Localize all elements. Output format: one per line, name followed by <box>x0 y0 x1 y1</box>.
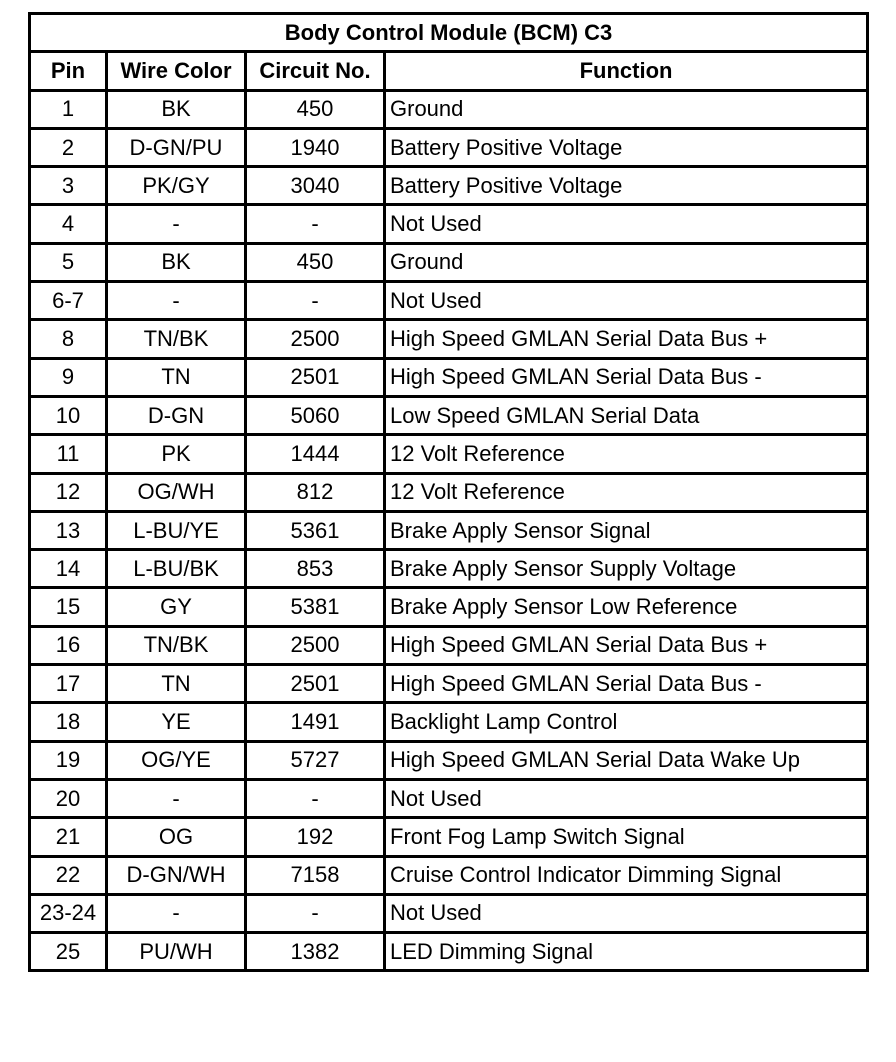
function-cell: 12 Volt Reference <box>385 473 868 511</box>
function-cell: Low Speed GMLAN Serial Data <box>385 396 868 434</box>
circuit-cell: 5361 <box>246 511 385 549</box>
wire-color-cell: TN <box>107 665 246 703</box>
header-function: Function <box>385 52 868 90</box>
circuit-cell: - <box>246 282 385 320</box>
pin-cell: 16 <box>30 626 107 664</box>
wire-color-cell: TN/BK <box>107 626 246 664</box>
wire-color-cell: D-GN/PU <box>107 128 246 166</box>
circuit-cell: 1940 <box>246 128 385 166</box>
circuit-cell: 450 <box>246 90 385 128</box>
table-row <box>30 626 868 664</box>
pin-cell: 4 <box>30 205 107 243</box>
function-cell: High Speed GMLAN Serial Data Bus + <box>385 320 868 358</box>
pin-cell: 15 <box>30 588 107 626</box>
wire-color-cell: OG <box>107 818 246 856</box>
pin-cell: 8 <box>30 320 107 358</box>
pin-cell: 22 <box>30 856 107 894</box>
table-row <box>30 894 868 932</box>
circuit-cell: 450 <box>246 243 385 281</box>
circuit-cell: 1444 <box>246 435 385 473</box>
pin-cell: 10 <box>30 396 107 434</box>
wire-color-cell: PK <box>107 435 246 473</box>
header-circuit-number: Circuit No. <box>246 52 385 90</box>
circuit-cell: - <box>246 205 385 243</box>
circuit-cell: 5727 <box>246 741 385 779</box>
circuit-cell: 5381 <box>246 588 385 626</box>
table-row <box>30 511 868 549</box>
function-cell: Not Used <box>385 779 868 817</box>
function-cell: High Speed GMLAN Serial Data Bus - <box>385 358 868 396</box>
function-cell: High Speed GMLAN Serial Data Wake Up <box>385 741 868 779</box>
function-cell: Brake Apply Sensor Signal <box>385 511 868 549</box>
pin-cell: 19 <box>30 741 107 779</box>
wire-color-cell: OG/WH <box>107 473 246 511</box>
wire-color-cell: TN <box>107 358 246 396</box>
table-row <box>30 90 868 128</box>
table-row <box>30 933 868 971</box>
pin-cell: 11 <box>30 435 107 473</box>
wire-color-cell: - <box>107 779 246 817</box>
function-cell: Ground <box>385 243 868 281</box>
wire-color-cell: TN/BK <box>107 320 246 358</box>
circuit-cell: - <box>246 779 385 817</box>
pin-cell: 1 <box>30 90 107 128</box>
circuit-cell: 5060 <box>246 396 385 434</box>
connector-table-wrapper <box>28 12 866 972</box>
wire-color-cell: D-GN/WH <box>107 856 246 894</box>
table-row <box>30 588 868 626</box>
circuit-cell: 2500 <box>246 320 385 358</box>
pin-cell: 17 <box>30 665 107 703</box>
wire-color-cell: - <box>107 894 246 932</box>
function-cell: Backlight Lamp Control <box>385 703 868 741</box>
wire-color-cell: D-GN <box>107 396 246 434</box>
function-cell: High Speed GMLAN Serial Data Bus + <box>385 626 868 664</box>
pin-cell: 13 <box>30 511 107 549</box>
function-cell: Cruise Control Indicator Dimming Signal <box>385 856 868 894</box>
table-row <box>30 205 868 243</box>
table-row <box>30 779 868 817</box>
wire-color-cell: OG/YE <box>107 741 246 779</box>
circuit-cell: 812 <box>246 473 385 511</box>
wire-color-cell: L-BU/YE <box>107 511 246 549</box>
pin-cell: 23-24 <box>30 894 107 932</box>
table-row <box>30 435 868 473</box>
function-cell: 12 Volt Reference <box>385 435 868 473</box>
pin-cell: 3 <box>30 167 107 205</box>
connector-pinout-table <box>28 12 869 972</box>
table-row <box>30 320 868 358</box>
pin-cell: 20 <box>30 779 107 817</box>
pin-cell: 6-7 <box>30 282 107 320</box>
circuit-cell: 853 <box>246 550 385 588</box>
table-row <box>30 358 868 396</box>
function-cell: Battery Positive Voltage <box>385 167 868 205</box>
table-row <box>30 243 868 281</box>
table-header-row <box>30 52 868 90</box>
circuit-cell: 2501 <box>246 358 385 396</box>
function-cell: High Speed GMLAN Serial Data Bus - <box>385 665 868 703</box>
wire-color-cell: PU/WH <box>107 933 246 971</box>
function-cell: Not Used <box>385 282 868 320</box>
table-row <box>30 856 868 894</box>
wire-color-cell: - <box>107 205 246 243</box>
function-cell: Not Used <box>385 205 868 243</box>
wire-color-cell: YE <box>107 703 246 741</box>
function-cell: Not Used <box>385 894 868 932</box>
table-row <box>30 703 868 741</box>
table-row <box>30 550 868 588</box>
table-row <box>30 396 868 434</box>
table-body <box>30 90 868 971</box>
wire-color-cell: GY <box>107 588 246 626</box>
circuit-cell: 7158 <box>246 856 385 894</box>
header-pin: Pin <box>30 52 107 90</box>
wire-color-cell: - <box>107 282 246 320</box>
table-row <box>30 167 868 205</box>
pin-cell: 12 <box>30 473 107 511</box>
pin-cell: 25 <box>30 933 107 971</box>
wire-color-cell: BK <box>107 243 246 281</box>
header-wire-color: Wire Color <box>107 52 246 90</box>
circuit-cell: - <box>246 894 385 932</box>
table-row <box>30 665 868 703</box>
circuit-cell: 1382 <box>246 933 385 971</box>
circuit-cell: 2500 <box>246 626 385 664</box>
circuit-cell: 2501 <box>246 665 385 703</box>
function-cell: Battery Positive Voltage <box>385 128 868 166</box>
table-row <box>30 741 868 779</box>
pin-cell: 5 <box>30 243 107 281</box>
table-row <box>30 473 868 511</box>
table-row <box>30 818 868 856</box>
wire-color-cell: L-BU/BK <box>107 550 246 588</box>
pin-cell: 21 <box>30 818 107 856</box>
circuit-cell: 192 <box>246 818 385 856</box>
pin-cell: 2 <box>30 128 107 166</box>
wire-color-cell: BK <box>107 90 246 128</box>
function-cell: Front Fog Lamp Switch Signal <box>385 818 868 856</box>
pin-cell: 14 <box>30 550 107 588</box>
pin-cell: 18 <box>30 703 107 741</box>
function-cell: Brake Apply Sensor Low Reference <box>385 588 868 626</box>
table-title-row <box>30 14 868 52</box>
wire-color-cell: PK/GY <box>107 167 246 205</box>
function-cell: Ground <box>385 90 868 128</box>
table-row <box>30 282 868 320</box>
function-cell: LED Dimming Signal <box>385 933 868 971</box>
circuit-cell: 1491 <box>246 703 385 741</box>
table-title: Body Control Module (BCM) C3 <box>30 14 868 52</box>
function-cell: Brake Apply Sensor Supply Voltage <box>385 550 868 588</box>
table-row <box>30 128 868 166</box>
circuit-cell: 3040 <box>246 167 385 205</box>
pin-cell: 9 <box>30 358 107 396</box>
